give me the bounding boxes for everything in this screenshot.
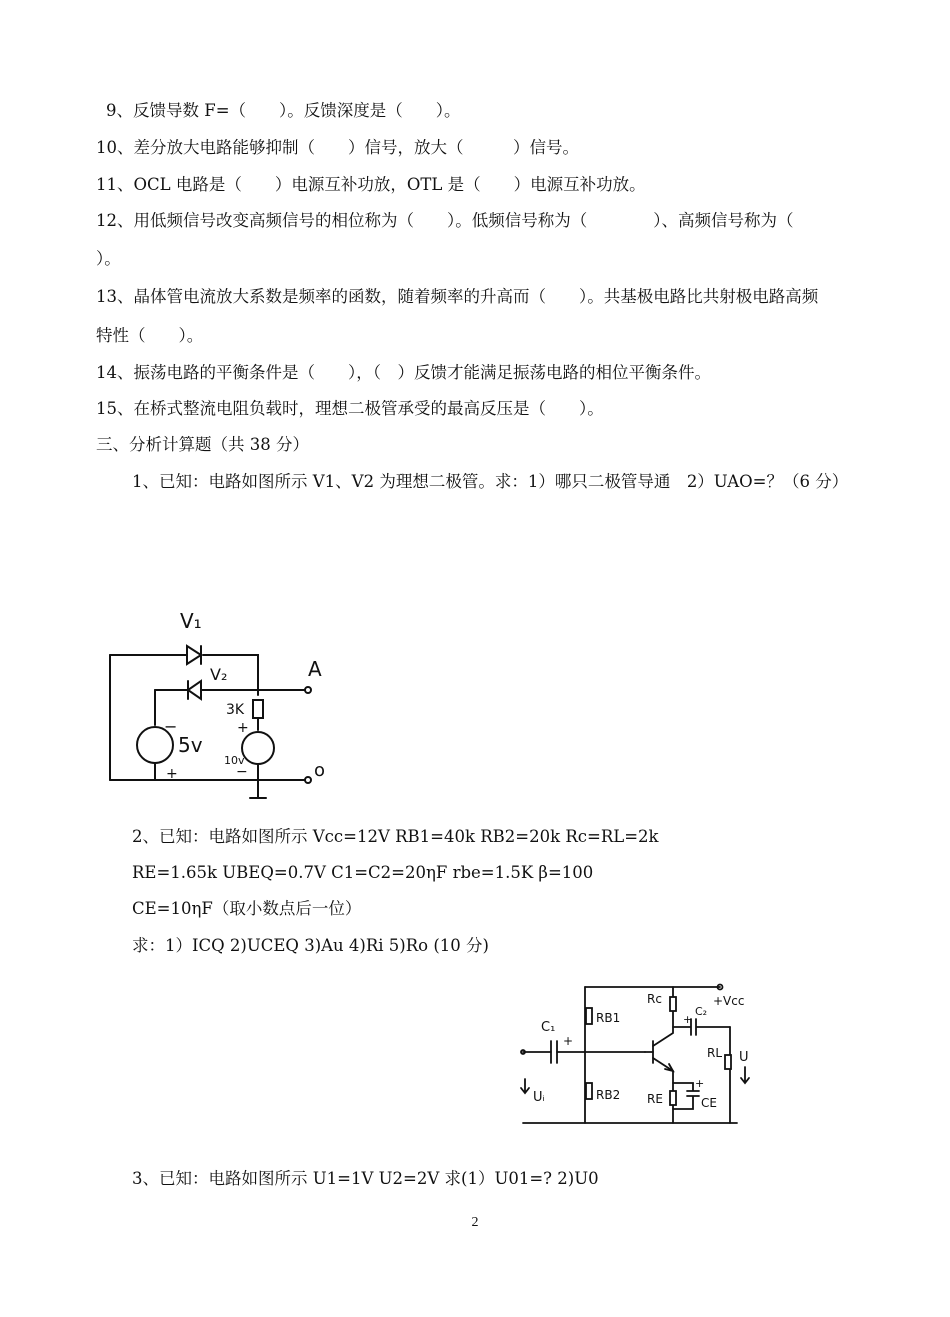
label-rb1: RB1 [596, 1011, 621, 1025]
page-number: 2 [471, 1215, 479, 1230]
section-heading: 三、分析计算题（共 38 分） [96, 435, 309, 454]
label-vcc: +Vcc [713, 994, 745, 1008]
question-9: 9、反馈导数 F=（ ）。反馈深度是（ ）。 [106, 101, 461, 120]
question-12-line1: 12、用低频信号改变高频信号的相位称为（ ）。低频信号称为（ ）、高频信号称为（ [96, 211, 794, 230]
problem-2-line1: 2、已知：电路如图所示 Vcc=12V RB1=40k RB2=20k Rc=RL=2k [132, 827, 659, 846]
label-minus-10v: − [236, 764, 248, 780]
question-13-line1: 13、晶体管电流放大系数是频率的函数，随着频率的升高而（ ）。共基极电路比共射极电路高频 [96, 287, 819, 306]
label-c1-plus: + [563, 1034, 574, 1048]
label-plus-10v: + [237, 720, 249, 736]
question-13-line2: 特性（ ）。 [96, 326, 204, 345]
label-10v: 10v [224, 754, 245, 767]
label-a: A [308, 657, 322, 681]
question-12-line2: ）。 [96, 249, 121, 268]
label-plus-5v: + [166, 766, 178, 782]
question-11: 11、OCL 电路是（ ）电源互补功放，OTL 是（ ）电源互补功放。 [96, 175, 646, 194]
label-5v: 5v [178, 733, 203, 757]
label-ce-plus: + [695, 1077, 705, 1090]
diode-circuit-figure [100, 600, 340, 805]
label-o: o [314, 760, 326, 781]
label-re: RE [647, 1092, 663, 1106]
problem-1: 1、已知：电路如图所示 V1、V2 为理想二极管。求：1）哪只二极管导通 2）UAO=？（6 分） [132, 472, 849, 491]
label-rb2: RB2 [596, 1088, 621, 1102]
label-c2: C₂ [695, 1005, 708, 1018]
label-rc: Rc [647, 992, 662, 1006]
label-ui: Uᵢ [533, 1090, 545, 1105]
question-15: 15、在桥式整流电阻负载时，理想二极管承受的最高反压是（ ）。 [96, 399, 604, 418]
amplifier-circuit-figure [515, 975, 775, 1140]
problem-2-line2: RE=1.65k UBEQ=0.7V C1=C2=20ηF rbe=1.5K β=100 [132, 863, 594, 882]
label-v2: V₂ [210, 665, 228, 684]
label-ce: CE [701, 1096, 717, 1110]
problem-2-line3: CE=10ηF（取小数点后一位） [132, 899, 362, 918]
label-c2-plus: + [683, 1013, 693, 1026]
label-c1: C₁ [541, 1020, 556, 1035]
question-10: 10、差分放大电路能够抑制（ ）信号，放大（ ）信号。 [96, 138, 579, 157]
problem-3: 3、已知：电路如图所示 U1=1V U2=2V 求(1）U01=? 2)U0 [132, 1169, 599, 1188]
question-14: 14、振荡电路的平衡条件是（ ），（ ）反馈才能满足振荡电路的相位平衡条件。 [96, 363, 711, 382]
label-uo: U [739, 1050, 749, 1065]
problem-2-line4: 求：1）ICQ 2)UCEQ 3)Au 4)Ri 5)Ro (10 分) [132, 936, 489, 955]
label-v1: V₁ [180, 609, 202, 633]
label-minus-5v: − [164, 717, 178, 736]
label-3k: 3K [226, 702, 245, 718]
label-rl: RL [707, 1046, 723, 1060]
